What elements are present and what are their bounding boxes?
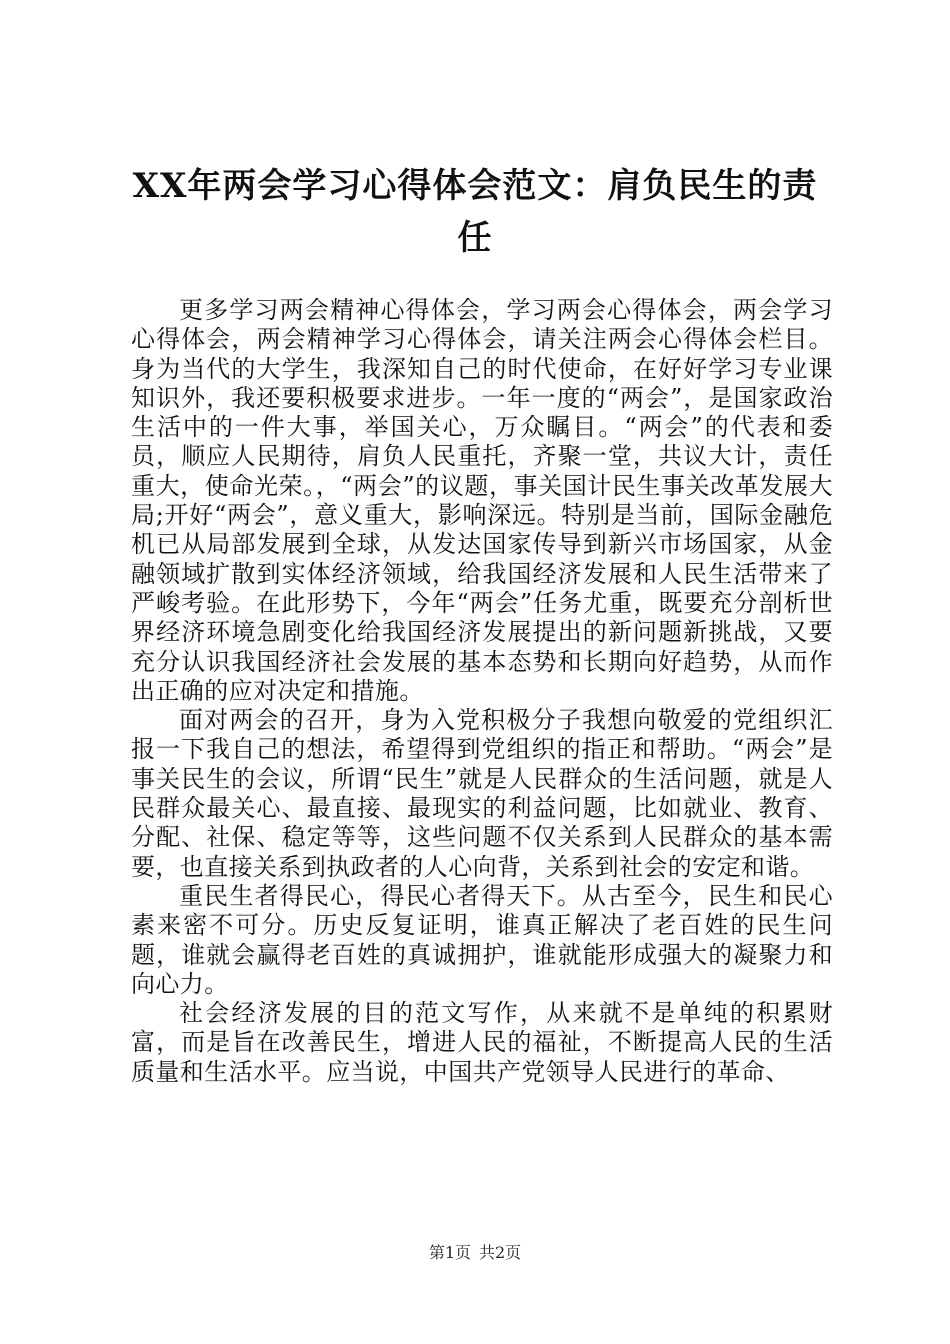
- body-paragraph: 面对两会的召开，身为入党积极分子我想向敬爱的党组织汇报一下我自己的想法，希望得到党组织的指正和帮助。“两会”是事关民生的会议，所谓“民生”就是人民群众的生活问题，就是人民群众最关心、最直接、最现实的利益问题，比如就业、教育、分配、社保、稳定等等，这些问题不仅关系到人民群众的基本需要，也直接关系到执政者的人心向背，关系到社会的安定和谐。: [131, 706, 833, 881]
- page-total: 共2页: [479, 1243, 522, 1262]
- document-body: [131, 296, 833, 1087]
- body-paragraph: 重民生者得民心，得民心者得天下。从古至今，民生和民心素来密不可分。历史反复证明，谁真正解决了老百姓的民生问题，谁就会赢得老百姓的真诚拥护，谁就能形成强大的凝聚力和向心力。: [131, 881, 833, 998]
- document-title: XX年两会学习心得体会范文：肩负民生的责任: [132, 166, 818, 258]
- page-footer: [0, 1243, 950, 1263]
- page-number: 第1页: [428, 1243, 471, 1262]
- body-paragraph: 更多学习两会精神心得体会，学习两会心得体会，两会学习心得体会，两会精神学习心得体会，请关注两会心得体会栏目。身为当代的大学生，我深知自己的时代使命，在好好学习专业课知识外，我还要积极要求进步。一年一度的“两会”，是国家政治生活中的一件大事，举国关心，万众瞩目。“两会”的代表和委员，顺应人民期待，肩负人民重托，齐聚一堂，共议大计，责任重大，使命光荣。，“两会”的议题，事关国计民生事关改革发展大局;开好“两会”，意义重大，影响深远。特别是当前，国际金融危机已从局部发展到全球，从发达国家传导到新兴市场国家，从金融领域扩散到实体经济领域，给我国经济发展和人民生活带来了严峻考验。在此形势下，今年“两会”任务尤重，既要充分剖析世界经济环境急剧变化给我国经济发展提出的新问题新挑战，又要充分认识我国经济社会发展的基本态势和长期向好趋势，从而作出正确的应对决定和措施。: [131, 296, 833, 705]
- body-paragraph: 社会经济发展的目的范文写作，从来就不是单纯的积累财富，而是旨在改善民生，增进人民的福祉，不断提高人民的生活质量和生活水平。应当说，中国共产党领导人民进行的革命、: [131, 999, 833, 1086]
